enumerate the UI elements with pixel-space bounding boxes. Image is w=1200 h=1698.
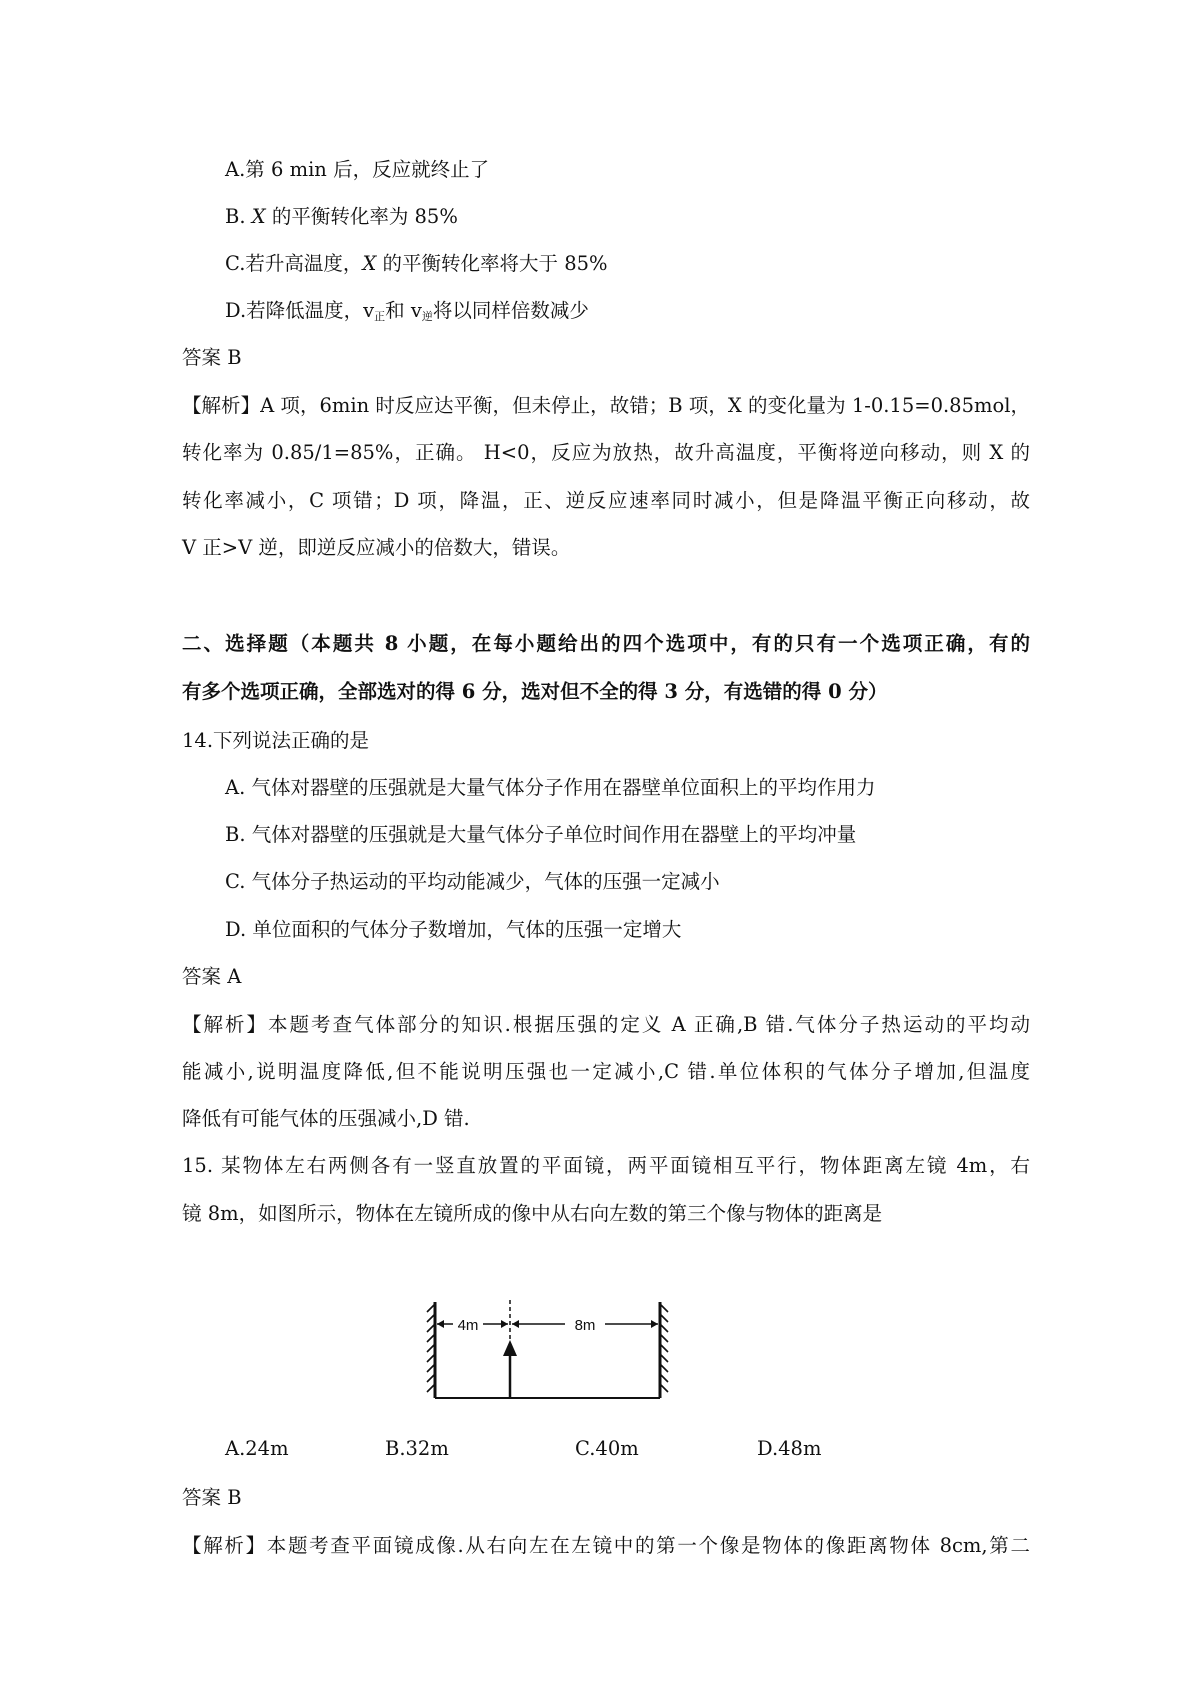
q14-answer: 答案 A — [182, 965, 242, 988]
q14-analysis-line-2: 能减小,说明温度降低,但不能说明压强也一定减小,C 错.单位体积的气体分子增加,但温度 — [182, 1060, 1030, 1083]
q14-analysis-line-1: 【解析】本题考查气体部分的知识.根据压强的定义 A 正确,B 错.气体分子热运动的平均动 — [182, 1013, 1030, 1036]
q15-option-b: B.32m — [385, 1437, 449, 1460]
q13-option-b: B. X 的平衡转化率为 85% — [225, 205, 458, 228]
q13-analysis-line-1: 【解析】A 项，6min 时反应达平衡，但未停止，故错；B 项，X 的变化量为 1-0.15=0.85mol， — [182, 394, 1030, 417]
q14-option-c: C. 气体分子热运动的平均动能减少，气体的压强一定减小 — [225, 870, 720, 893]
mirror-diagram — [425, 1290, 685, 1410]
q15-option-d: D.48m — [757, 1437, 822, 1460]
q14-option-d: D. 单位面积的气体分子数增加，气体的压强一定增大 — [225, 918, 682, 941]
q14-stem: 14.下列说法正确的是 — [182, 729, 370, 752]
q14-analysis-line-3: 降低有可能气体的压强减小,D 错. — [182, 1107, 470, 1130]
q13-option-c: C.若升高温度，X 的平衡转化率将大于 85% — [225, 252, 608, 275]
q14-option-b: B. 气体对器壁的压强就是大量气体分子单位时间作用在器壁上的平均冲量 — [225, 823, 857, 846]
left-distance-label: 4m — [457, 1317, 479, 1334]
section2-heading-line-2: 有多个选项正确，全部选对的得 6 分，选对但不全的得 3 分，有选错的得 0 分） — [182, 680, 888, 703]
q15-stem-line-2: 镜 8m，如图所示，物体在左镜所成的像中从右向左数的第三个像与物体的距离是 — [182, 1202, 883, 1225]
object-arrow — [503, 1340, 517, 1398]
q13-analysis-line-4: V 正>V 逆，即逆反应减小的倍数大，错误。 — [182, 536, 571, 559]
q13-analysis-line-3: 转化率减小，C 项错；D 项，降温，正、逆反应速率同时减小，但是降温平衡正向移动，故 — [182, 489, 1030, 512]
left-mirror — [427, 1302, 435, 1398]
section2-heading-line-1: 二、选择题（本题共 8 小题，在每小题给出的四个选项中，有的只有一个选项正确，有的 — [182, 632, 1030, 655]
q15-analysis-line-1: 【解析】本题考查平面镜成像.从右向左在左镜中的第一个像是物体的像距离物体 8cm,第二 — [182, 1534, 1030, 1557]
q15-stem-line-1: 15. 某物体左右两侧各有一竖直放置的平面镜，两平面镜相互平行，物体距离左镜 4m，右 — [182, 1154, 1030, 1177]
q14-option-a: A. 气体对器壁的压强就是大量气体分子作用在器壁单位面积上的平均作用力 — [225, 776, 876, 799]
q15-answer: 答案 B — [182, 1486, 242, 1509]
right-distance-label: 8m — [574, 1317, 596, 1334]
q13-option-a: A.第 6 min 后，反应就终止了 — [225, 158, 490, 181]
q15-option-a: A.24m — [225, 1437, 289, 1460]
q15-option-c: C.40m — [575, 1437, 639, 1460]
q13-answer: 答案 B — [182, 346, 242, 369]
q13-option-d: D.若降低温度，$v_正$和 $v_逆$将以同样倍数减少 — [225, 299, 589, 323]
right-mirror — [660, 1302, 668, 1398]
q13-analysis-line-2: 转化率为 0.85/1=85%，正确。 H<0，反应为放热，故升高温度，平衡将逆向移动，则 X 的 — [182, 441, 1030, 464]
